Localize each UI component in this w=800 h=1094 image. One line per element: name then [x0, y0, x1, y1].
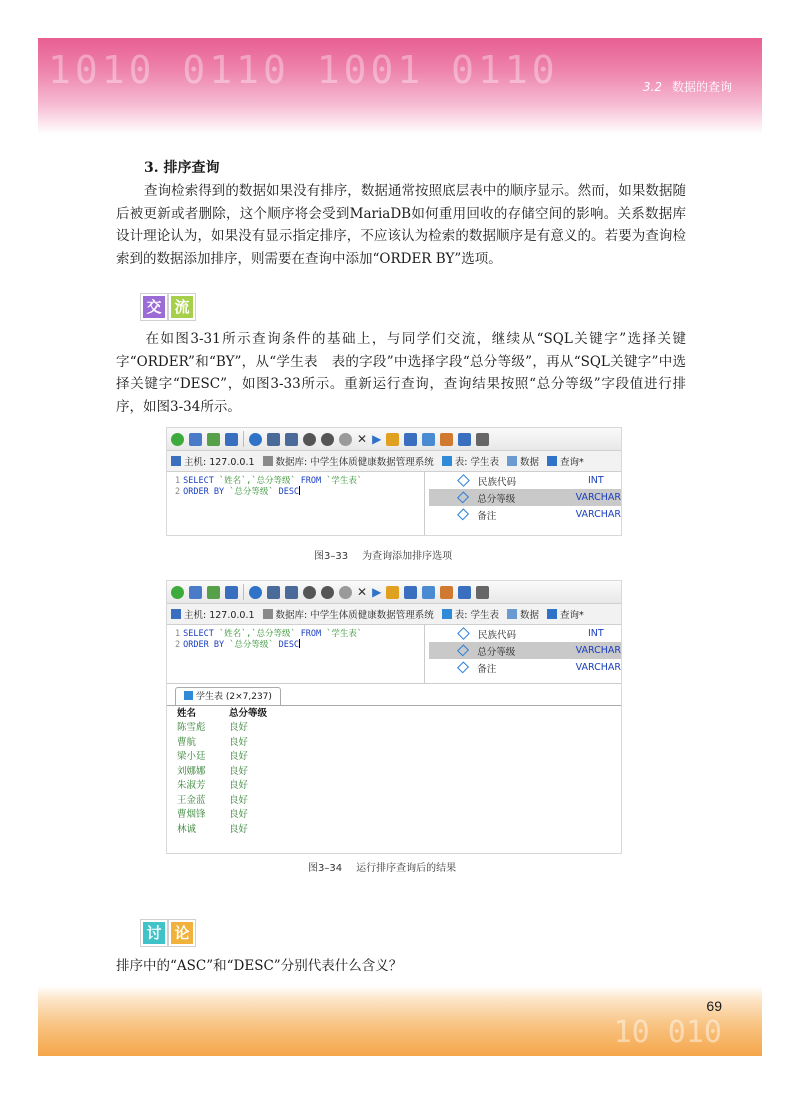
run-icon[interactable] [171, 433, 184, 446]
field-list [429, 472, 621, 523]
table-row[interactable]: 刘娜娜 良好 [177, 765, 249, 777]
tab-query[interactable]: 查询* [547, 607, 584, 621]
users-icon[interactable] [189, 586, 202, 599]
close-icon[interactable] [476, 586, 489, 599]
discussion-badge-char-2: 论 [169, 920, 195, 946]
result-divider [167, 705, 621, 706]
import-icon[interactable] [207, 586, 220, 599]
field-row-selected[interactable]: 总分等级 VARCHAR [429, 489, 621, 506]
column-header-grade[interactable]: 总分等级 [229, 708, 268, 719]
toolbar [167, 428, 621, 451]
field-diamond-icon [457, 508, 469, 520]
exchange-badge [141, 294, 195, 320]
check-icon[interactable] [339, 586, 352, 599]
cancel-icon[interactable]: ✕ [357, 585, 368, 599]
table-row[interactable]: 梁小廷 良好 [177, 751, 249, 762]
exchange-badge-char-2: 流 [169, 294, 195, 320]
field-list [429, 625, 621, 676]
table-row[interactable]: 林诚 良好 [177, 823, 249, 835]
running-header [643, 78, 732, 95]
toolbar-divider [243, 431, 244, 447]
binary-icon[interactable] [458, 433, 471, 446]
search-icon[interactable] [422, 586, 435, 599]
transfer-icon[interactable] [225, 433, 238, 446]
save-icon[interactable] [404, 433, 417, 446]
last-record-icon[interactable] [285, 433, 298, 446]
textbook-page [38, 38, 762, 1056]
table-row[interactable]: 曹航 良好 [177, 736, 249, 748]
header-decoration: 1010 0110 1001 0110 [48, 48, 559, 92]
add-icon[interactable] [303, 586, 316, 599]
remove-icon[interactable] [321, 433, 334, 446]
tab-data[interactable]: 数据 [507, 607, 539, 621]
discussion-question: 排序中的“ASC”和“DESC”分别代表什么含义？ [116, 958, 403, 974]
figure-3-33-caption: 图3–33 为查询添加排序选项 [314, 551, 453, 562]
transfer-icon[interactable] [225, 586, 238, 599]
add-icon[interactable] [303, 433, 316, 446]
toolbar [167, 581, 621, 604]
cancel-icon[interactable]: ✕ [357, 432, 368, 446]
first-record-icon[interactable] [267, 586, 280, 599]
result-tab[interactable]: 学生表 (2×7,237) [175, 687, 281, 706]
table-row[interactable]: 朱淑芳 良好 [177, 780, 249, 791]
field-row-selected[interactable]: 总分等级 VARCHAR [429, 642, 621, 659]
exchange-paragraph [116, 328, 686, 418]
exchange-paragraph-text: 在如图3-31所示查询条件的基础上，与同学们交流，继续从“SQL关键字”选择关键字“ORDER”和“BY”，从“学生表 表的字段”中选择字段“总分等级”，再从“SQL关键字”中选择关键字“DESC”，如图3-33所示。重新运行查询，查询结果按照“总分等级”字段值进行排序，如图3-34所示。 [116, 331, 686, 415]
section-title: 数据的查询 [671, 80, 732, 94]
table-row[interactable]: 曹烟锋 良好 [177, 809, 249, 820]
page-number: 69 [706, 998, 722, 1014]
field-diamond-icon [457, 627, 470, 640]
close-icon[interactable] [476, 433, 489, 446]
tab-table[interactable]: 表: 学生表 [442, 607, 499, 621]
column-header-name[interactable]: 姓名 [177, 708, 197, 719]
pane-divider[interactable] [167, 683, 621, 684]
field-row[interactable]: 备注 VARCHAR [429, 659, 621, 676]
tab-host[interactable]: 主机: 127.0.0.1 [171, 454, 255, 468]
help-icon[interactable] [249, 586, 262, 599]
sorting-paragraph [116, 180, 686, 270]
header-band [38, 38, 762, 134]
tab-database[interactable]: 数据库: 中学生体质健康数据管理系统 [263, 607, 434, 621]
exchange-badge-char-1: 交 [141, 294, 167, 320]
tab-bar [167, 604, 621, 625]
tab-host[interactable]: 主机: 127.0.0.1 [171, 607, 255, 621]
help-icon[interactable] [249, 433, 262, 446]
field-row[interactable]: 民族代码 INT [429, 472, 621, 489]
format-icon[interactable] [440, 433, 453, 446]
users-icon[interactable] [189, 433, 202, 446]
sql-editor[interactable]: 1 SELECT `姓名`,`总分等级` FROM `学生表` 2 ORDER BY `总分等级` DESC [167, 472, 425, 535]
binary-icon[interactable] [458, 586, 471, 599]
execute-icon[interactable]: ▶ [372, 585, 382, 599]
first-record-icon[interactable] [267, 433, 280, 446]
field-diamond-icon [457, 474, 470, 487]
toolbar-divider [243, 584, 244, 600]
last-record-icon[interactable] [285, 586, 298, 599]
section-number: 3.2 [642, 80, 662, 94]
tab-bar [167, 451, 621, 472]
tab-database[interactable]: 数据库: 中学生体质健康数据管理系统 [263, 454, 434, 468]
result-grid [177, 707, 289, 837]
grid-header [177, 707, 289, 721]
field-row[interactable]: 民族代码 INT [429, 625, 621, 642]
save-icon[interactable] [404, 586, 417, 599]
tab-table[interactable]: 表: 学生表 [442, 454, 499, 468]
tab-data[interactable]: 数据 [507, 454, 539, 468]
figure-3-34-caption: 图3–34 运行排序查询后的结果 [308, 863, 457, 874]
discussion-badge [141, 920, 195, 946]
run-icon[interactable] [171, 586, 184, 599]
tab-query[interactable]: 查询* [547, 454, 584, 468]
format-icon[interactable] [440, 586, 453, 599]
check-icon[interactable] [339, 433, 352, 446]
figure-3-34-screenshot [166, 580, 622, 854]
remove-icon[interactable] [321, 586, 334, 599]
table-row[interactable]: 陈雪彪 良好 [177, 722, 249, 733]
search-icon[interactable] [422, 433, 435, 446]
execute-icon[interactable]: ▶ [372, 432, 382, 446]
footer-decoration: 10 010 [613, 1015, 722, 1050]
field-diamond-icon [457, 491, 469, 503]
field-diamond-icon [457, 644, 469, 656]
table-icon [184, 691, 193, 700]
field-row[interactable]: 备注 VARCHAR [429, 506, 621, 523]
table-row[interactable]: 王金蓝 良好 [177, 794, 249, 806]
field-diamond-icon [457, 661, 469, 673]
folder-icon[interactable] [386, 433, 399, 446]
section-heading: 3. 排序查询 [144, 160, 220, 176]
sql-editor[interactable]: 1 SELECT `姓名`,`总分等级` FROM `学生表` 2 ORDER BY `总分等级` DESC [167, 625, 425, 683]
discussion-badge-char-1: 讨 [141, 920, 167, 946]
sorting-paragraph-text: 查询检索得到的数据如果没有排序，数据通常按照底层表中的顺序显示。然而，如果数据随后被更新或者删除，这个顺序将会受到MariaDB如何重用回收的存储空间的影响。关系数据库设计理论认为，如果没有显示指定排序，不应该认为检索的数据顺序是有意义的。若要为查询检索到的数据添加排序，则需要在查询中添加“ORDER BY”选项。 [116, 183, 686, 267]
figure-3-33-screenshot [166, 427, 622, 536]
folder-icon[interactable] [386, 586, 399, 599]
footer-band [38, 986, 762, 1056]
import-icon[interactable] [207, 433, 220, 446]
